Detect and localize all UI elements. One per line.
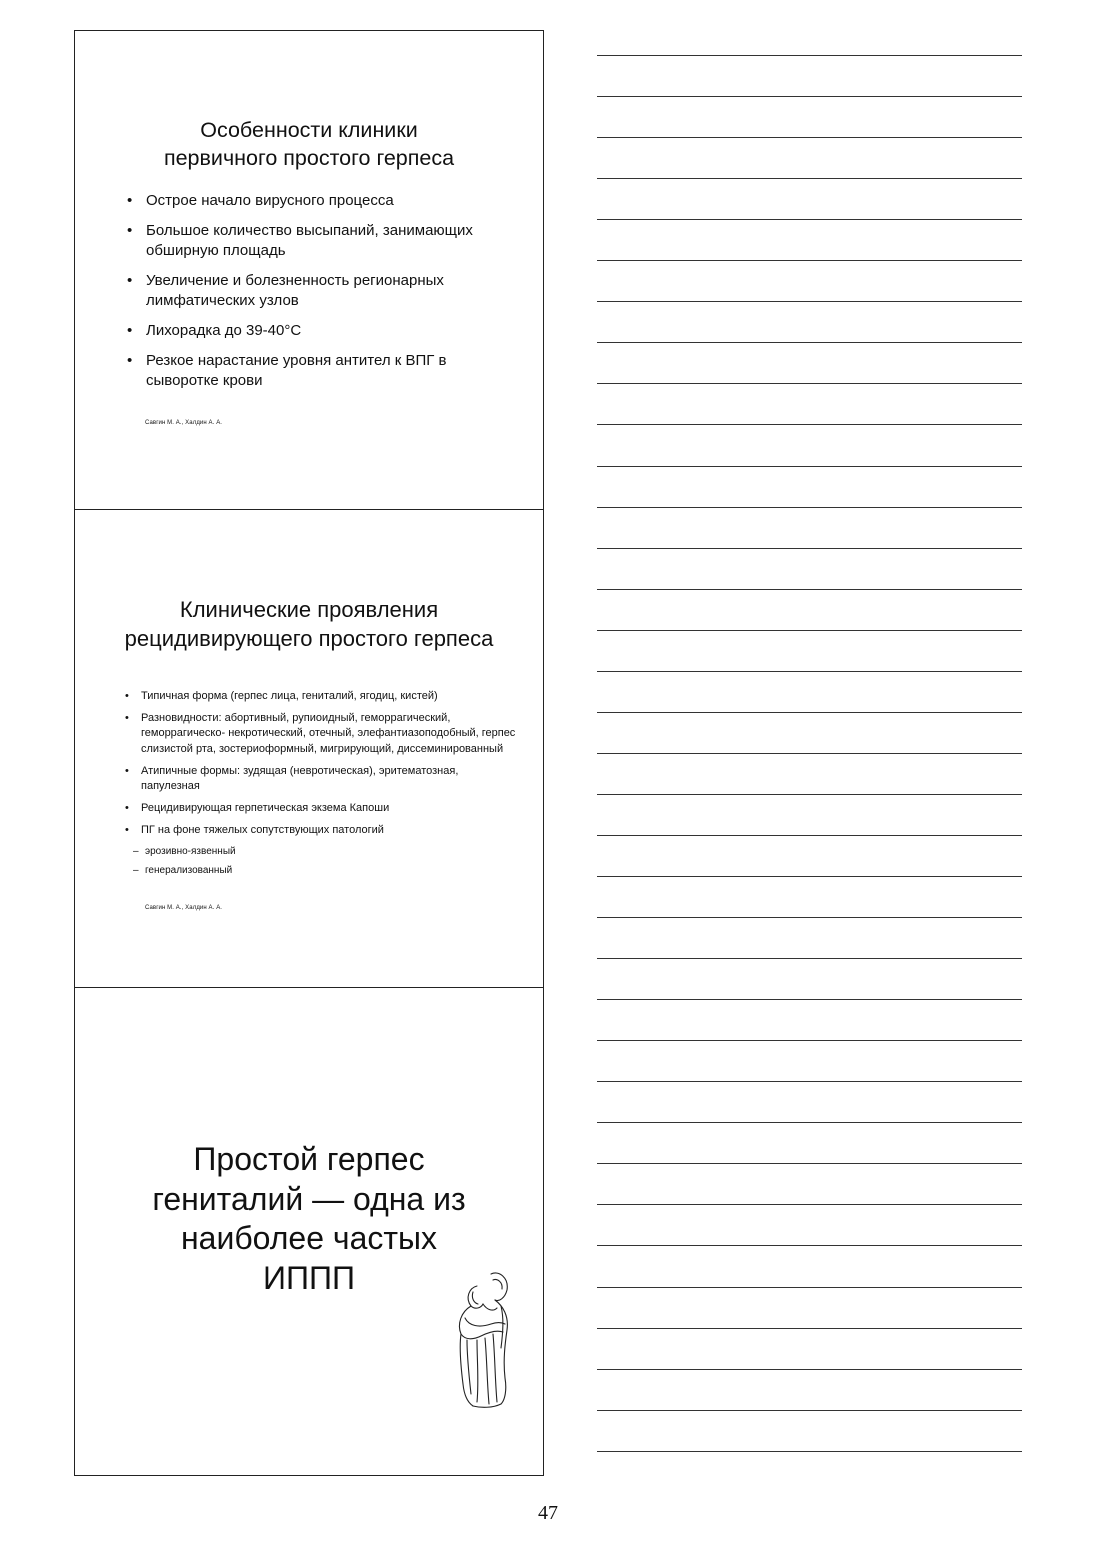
slide-3-title-line: Простой герпес [193,1141,425,1177]
note-line [597,466,1022,467]
note-line [597,137,1022,138]
list-item: • ПГ на фоне тяжелых сопутствующих патологий [123,823,519,838]
note-line [597,178,1022,179]
note-line [597,1410,1022,1411]
note-line [597,1287,1022,1288]
list-item: • Атипичные формы: зудящая (невротическая), эритематозная, папулезная [123,764,519,794]
slide-1-author: Савгин М. А., Халдин А. А. [145,420,223,426]
note-line [597,917,1022,918]
note-line [597,1081,1022,1082]
sub-list-item: – генерализованный [123,864,519,878]
note-line [597,1122,1022,1123]
note-line [597,1204,1022,1205]
slide-2-title-line: Клинические проявления [179,597,439,622]
list-item: • Типичная форма (герпес лица, гениталий, ягодиц, кистей) [123,689,519,704]
slide-2-bullet-list [123,689,519,883]
slide-1-bullet-list [125,191,513,401]
list-item: • Большое количество высыпаний, занимающих обширную площадь [125,221,513,261]
list-item: • Разновидности: абортивный, рупиоидный, геморрагический, геморрагическо- некротический, отечный, элефантиазоподобный, герпес слизистой рта, зостериоформный, мигрирующий, диссеминированный [123,711,519,757]
list-item: • Увеличение и болезненность регионарных лимфатических узлов [125,271,513,311]
note-line [597,219,1022,220]
list-item: • Острое начало вирусного процесса [125,191,513,211]
note-line [597,958,1022,959]
slide-3-title-line: ИППП [263,1260,355,1297]
note-line [597,1451,1022,1452]
slide-2 [75,509,543,987]
note-line [597,507,1022,508]
page-number: 47 [538,1502,558,1524]
list-item: • Рецидивирующая герпетическая экзема Капоши [123,801,519,816]
slide-1 [75,31,543,509]
note-line [597,55,1022,56]
slides-panel [74,30,544,1476]
slide-2-author: Савгин М. А., Халдин А. А. [145,905,223,911]
sub-list-item: – эрозивно-язвенный [123,845,519,859]
note-line [597,671,1022,672]
slide-3-title-line: наиболее частых [180,1220,438,1257]
note-line [597,835,1022,836]
list-item: • Резкое нарастание уровня антител к ВПГ в сыворотке крови [125,351,513,391]
note-line [597,424,1022,425]
note-line [597,383,1022,384]
note-line [597,1328,1022,1329]
note-line [597,753,1022,754]
note-line [597,876,1022,877]
note-line [597,548,1022,549]
note-line [597,1369,1022,1370]
note-line [597,260,1022,261]
list-item: • Лихорадка до 39-40°С [125,321,513,341]
note-line [597,999,1022,1000]
slide-2-title-line: рецидивирующего простого герпеса [124,626,494,652]
slide-3-title-line: гениталий — одна из [152,1180,466,1217]
slide-1-title [75,116,543,173]
note-line [597,630,1022,631]
note-line [597,589,1022,590]
note-line [597,1040,1022,1041]
embracing-couple-icon [447,1268,519,1408]
note-line [597,712,1022,713]
slide-3 [75,987,543,1475]
slide-2-title [75,595,543,653]
note-line [597,1163,1022,1164]
note-line [597,1245,1022,1246]
slide-1-title-line: Особенности клиники [200,118,418,142]
note-line [597,301,1022,302]
note-line [597,96,1022,97]
slide-1-title-line: первичного простого герпеса [163,146,455,171]
note-line [597,794,1022,795]
note-line [597,342,1022,343]
